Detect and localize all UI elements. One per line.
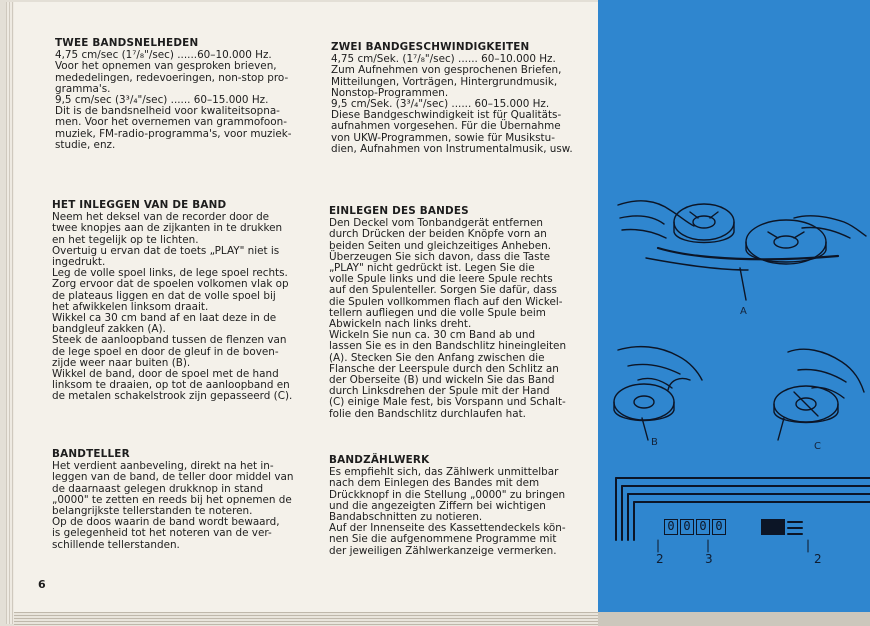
nl-speeds-heading: TWEE BANDSNELHEDEN [55, 37, 199, 49]
text-line: die Spulen vollkommen flach auf den Wickel- [329, 295, 563, 308]
de-counter-heading: BANDZÄHLWERK [329, 454, 430, 466]
text-line: muziek, FM-radio-programma's, voor muziek- [55, 127, 292, 140]
label-a: A [740, 306, 747, 317]
text-line: auf den Spulenteller. Sorgen Sie dafür, dass [329, 284, 557, 297]
hand-left-bottom-icon [618, 347, 702, 390]
text-line: 4,75 cm/Sek. (1⁷/₈"/sec) ...... 60–10.000 Hz. [331, 53, 556, 66]
page-edges [6, 2, 14, 624]
text-line: „0000" te zetten en reeds bij het opnemen de [52, 493, 292, 506]
text-line: Overtuig u ervan dat de toets „PLAY" niet is [52, 244, 280, 257]
de-section-loading [329, 206, 572, 420]
text-line: en het tegelijk op te lichten. [52, 233, 199, 246]
text-line: Bandabschnitten zu notieren. [329, 511, 483, 524]
blue-page-bottom-edge [598, 612, 870, 626]
text-line: 9,5 cm/sec (3³/₄"/sec) ...... 60–15.000 Hz. [55, 94, 269, 107]
text-line: und die angezeigten Ziffern bei wichtigen [329, 499, 546, 512]
text-line: Nonstop-Programmen. [331, 86, 449, 99]
text-line: de lege spoel en door de gleuf in de boven- [52, 345, 279, 358]
text-line: (A). Stecken Sie den Anfang zwischen die [329, 351, 545, 364]
text-line: tellern aufliegen und die volle Spule beim [329, 306, 546, 319]
text-line: Steek de aanloopband tussen de flenzen van [52, 334, 287, 347]
nl-counter-body [52, 461, 299, 551]
text-line: Dit is de bandsnelheid voor kwaliteitsopna- [55, 105, 280, 118]
text-line: de daarnaast gelegen drukknop in stand [52, 482, 264, 495]
text-line: volle Spule links und die leere Spule rechts [329, 273, 553, 286]
text-line: durch Linksdrehen der Spule mit der Hand [329, 385, 550, 398]
counter-digit: 0 [696, 519, 710, 535]
reel-b-icon [614, 384, 674, 421]
de-counter-body [329, 467, 572, 557]
page-number: 6 [38, 578, 46, 591]
text-line: Abwickeln nach links dreht. [329, 318, 472, 331]
text-line: schillende tellerstanden. [52, 538, 180, 551]
text-line: nen Sie die aufgenommene Programme mit [329, 533, 557, 546]
text-line: linksom te draaien, op tot de aanloopband en [52, 379, 290, 392]
illustration-drawing [598, 0, 870, 620]
nl-section-counter [52, 449, 299, 551]
text-line: Überzeugen Sie sich davon, dass die Taste [329, 250, 551, 263]
text-line: Wikkel ca 30 cm band af en laat deze in de [52, 312, 277, 325]
text-line: der Oberseite (B) und wickeln Sie das Band [329, 374, 555, 387]
text-line: folie den Bandschlitz durchlaufen hat. [329, 407, 526, 420]
text-line: nach dem Einlegen des Bandes mit dem [329, 477, 540, 490]
text-line: lassen Sie es in den Bandschlitz hineingleiten [329, 340, 567, 353]
text-line: twee knopjes aan de zijkanten in te drukken [52, 222, 283, 235]
text-line: Diese Bandgeschwindigkeit ist für Qualitäts- [331, 109, 562, 122]
text-line: Es empfiehlt sich, das Zählwerk unmittelbar [329, 466, 559, 479]
text-line: Wickeln Sie nun ca. 30 cm Band ab und [329, 329, 536, 342]
text-line: Den Deckel vom Tonbandgerät entfernen [329, 217, 543, 230]
text-line: beiden Seiten und gleichzeitiges Anheben. [329, 239, 552, 252]
nl-speeds-body [55, 50, 302, 151]
text-line: de metalen schakelstrook zijn gepasseerd (C). [52, 390, 293, 403]
counter-display [664, 519, 726, 535]
text-line: Leg de volle spoel links, de lege spoel rechts. [52, 267, 288, 280]
de-speeds-body [331, 54, 574, 155]
counter-label-2: 3 [705, 552, 713, 566]
text-line: „PLAY" nicht gedrückt ist. Legen Sie die [329, 262, 535, 275]
nl-loading-heading: HET INLEGGEN VAN DE BAND [52, 199, 227, 211]
counter-label-1: 2 [656, 552, 664, 566]
text-line: ingedrukt. [52, 256, 106, 269]
text-line: men. Voor het overnemen van grammofoon- [55, 116, 287, 129]
nl-section-speeds [55, 38, 302, 151]
text-line: bandgleuf zakken (A). [52, 323, 166, 336]
text-line: der jeweiligen Zählwerkanzeige vermerken. [329, 544, 557, 557]
text-line: Het verdient aanbeveling, direkt na het in- [52, 460, 274, 473]
illustration-page [598, 0, 870, 620]
text-line: zijde weer naar buiten (B). [52, 356, 191, 369]
counter-label-3: 2 [814, 552, 822, 566]
label-b: B [651, 437, 658, 448]
text-line: Voor het opnemen van gesproken brieven, [55, 60, 277, 73]
label-c: C [814, 441, 821, 452]
text-line: Flansche der Leerspule durch den Schlitz an [329, 362, 559, 375]
text-line: belangrijkste tellerstanden te noteren. [52, 505, 253, 518]
text-line: Wikkel de band, door de spoel met de hand [52, 368, 279, 381]
counter-digit: 0 [664, 519, 678, 535]
hand-left-top-icon [618, 201, 694, 238]
de-loading-body [329, 218, 572, 420]
text-line: Zorg ervoor dat de spoelen volkomen vlak op [52, 278, 289, 291]
text-line: 4,75 cm/sec (1⁷/₈"/sec) ......60–10.000 Hz. [55, 49, 272, 62]
text-line: studie, enz. [55, 138, 116, 151]
counter-digit: 0 [712, 519, 726, 535]
text-line: gramma's. [55, 82, 111, 95]
de-section-speeds [331, 42, 574, 155]
nl-loading-body [52, 212, 299, 402]
text-line: het afwikkelen linksom draait. [52, 300, 209, 313]
text-line: Op de doos waarin de band wordt bewaard, [52, 516, 280, 529]
de-section-counter [329, 455, 572, 557]
text-line: dien, Aufnahmen von Instrumentalmusik, usw. [331, 142, 573, 155]
page-bottom-edges [14, 612, 606, 626]
nl-section-loading [52, 200, 299, 403]
full-reel-icon [674, 204, 734, 243]
text-line: aufnahmen vorgesehen. Für die Übernahme [331, 120, 561, 133]
nl-counter-heading: BANDTELLER [52, 448, 130, 460]
text-line: Zum Aufnehmen von gesprochenen Briefen, [331, 64, 562, 77]
text-line: (C) einige Male fest, bis Vorspann und Schalt- [329, 396, 566, 409]
text-line: Neem het deksel van de recorder door de [52, 211, 270, 224]
de-loading-heading: EINLEGEN DES BANDES [329, 205, 469, 217]
text-line: 9,5 cm/Sek. (3³/₄"/sec) ...... 60–15.000 Hz. [331, 98, 550, 111]
counter-digit: 0 [680, 519, 694, 535]
de-speeds-heading: ZWEI BANDGESCHWINDIGKEITEN [331, 41, 530, 53]
text-line: mededelingen, redevoeringen, non-stop pro- [55, 71, 289, 84]
text-line: is gelegenheid tot het noteren van de ver- [52, 527, 272, 540]
text-line: Drückknopf in die Stellung „0000" zu bringen [329, 488, 566, 501]
text-line: Mitteilungen, Vorträgen, Hintergrundmusik, [331, 75, 558, 88]
text-line: von UKW-Programmen, sowie für Musikstu- [331, 131, 555, 144]
counter-panel-icon [616, 478, 870, 540]
reel-c-icon [774, 386, 838, 423]
text-line: Auf der Innenseite des Kassettendeckels kön- [329, 522, 566, 535]
hand-right-top-icon [794, 216, 866, 238]
text-line: de plateaus liggen en dat de volle spoel bij [52, 289, 276, 302]
text-line: durch Drücken der beiden Knöpfe vorn an [329, 228, 547, 241]
text-line: leggen van de band, de teller door middel van [52, 471, 294, 484]
